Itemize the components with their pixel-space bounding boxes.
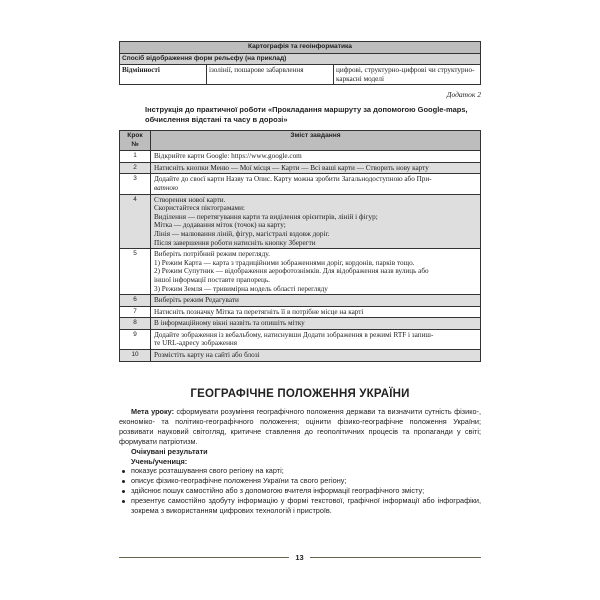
step-number: 10	[120, 350, 151, 362]
bullet-icon	[122, 480, 125, 483]
table-header-row	[120, 131, 481, 151]
results-title: Очікувані результати	[131, 446, 208, 456]
step-number: 8	[120, 318, 151, 330]
list-item	[119, 496, 481, 516]
table-subheader-row	[120, 53, 481, 65]
table-title: Картографія та геоінформатика	[120, 42, 481, 54]
results-subtitle: Учень/учениця:	[131, 456, 188, 466]
table-row	[120, 306, 481, 318]
bullet-icon	[122, 470, 125, 473]
column-header: Зміст завдання	[151, 131, 481, 151]
step-number: 1	[120, 151, 151, 163]
list-item-text: здійснює пошук самостійно або з допомогою вчителя інформації географічного змісту;	[131, 486, 425, 496]
step-content	[151, 350, 481, 362]
step-line: В інформаційному вікні назвіть та опишіть мітку	[154, 319, 305, 328]
footer-divider	[119, 557, 289, 558]
table-row	[120, 151, 481, 163]
step-line: Натисніть кнопки Меню — Мої місця — Карти — Всі ваші карти — Створить нову карту	[154, 163, 429, 172]
step-line: Виберіть режим Редагувати	[154, 296, 239, 305]
step-line: Виділення — перетягування карти та виділення орієнтирів, ліній і фігур;	[154, 212, 378, 221]
list-item-text: показує розташування свого регіону на карті;	[131, 466, 284, 476]
step-line: Натисніть позначку Мітка та перетягніть її в потрібне місце на карті	[154, 307, 364, 316]
step-number: 7	[120, 306, 151, 318]
step-number: 5	[120, 249, 151, 295]
step-line: Розмістіть карту на сайті або блозі	[154, 351, 260, 360]
list-item	[119, 476, 481, 486]
table-cell: ізолінії, пошарове забарвлення	[207, 65, 334, 85]
table-row	[120, 350, 481, 362]
step-line: 2) Режим Супутник — відображення аерофотознімків. Для відображення назв вулиць або	[154, 267, 429, 276]
step-content	[151, 295, 481, 307]
column-header: Крок №	[120, 131, 151, 151]
step-line: те URL-адресу зображення	[154, 339, 238, 348]
goal-text: сформувати розуміння географічного положення держави та визначити сутність фізико-, економіко- та політико-географічного положення; оцінити фізико-географічне положення України; розвивати науковий світогляд, критичне ставлення до геополітичних процесів та пропаганди у світі; формувати патріотизм.	[119, 407, 481, 446]
step-number: 4	[120, 194, 151, 249]
step-number: 6	[120, 295, 151, 307]
results-list	[119, 466, 481, 516]
goal-label: Мета уроку:	[131, 407, 175, 416]
step-line: Виберіть потрібний режим перегляду.	[154, 250, 270, 259]
bullet-icon	[122, 500, 125, 503]
step-line: Створення нової карти.	[154, 195, 226, 204]
step-line: Скористайтеся піктограмами:	[154, 204, 245, 213]
table-row	[120, 318, 481, 330]
row-label: Відмінності	[120, 65, 207, 85]
step-line: іншої інформації поставте прапорець.	[154, 275, 270, 284]
lesson-body	[119, 407, 481, 516]
table-row	[120, 174, 481, 194]
list-item-text: описує фізико-географічне положення України та свого регіону;	[131, 476, 347, 486]
step-content	[151, 194, 481, 249]
addendum-label: Додаток 2	[446, 90, 481, 99]
step-number: 9	[120, 329, 151, 349]
step-content	[151, 174, 481, 194]
step-content	[151, 249, 481, 295]
step-line: Додайте зображення із вебальбому, натиснувши Додати зображення в режимі RTF і запиш-	[154, 330, 434, 339]
bullet-icon	[122, 490, 125, 493]
relief-comparison-table	[119, 41, 481, 85]
step-line: Відкрийте карти Google: https://www.google.com	[154, 152, 302, 161]
instruction-heading: Інструкція до практичної роботи «Прокладання маршруту за допомогою Google-maps, обчислення відстані та часу в дорозі»	[145, 105, 468, 124]
step-content	[151, 151, 481, 163]
table-row	[120, 194, 481, 249]
page-number: 13	[295, 553, 304, 562]
step-number: 2	[120, 162, 151, 174]
lesson-goal	[119, 407, 481, 447]
table-header-row	[120, 42, 481, 54]
step-content	[151, 306, 481, 318]
table-row	[120, 329, 481, 349]
step-line: Додайте до своєї карти Назву та Опис. Карту можна зробити Загальнодоступною або При-	[154, 175, 432, 184]
table-row	[120, 249, 481, 295]
table-row	[120, 162, 481, 174]
table-row	[120, 65, 481, 85]
step-line: Мітка — додавання міток (точок) на карту;	[154, 221, 286, 230]
table-row	[120, 295, 481, 307]
list-item	[119, 486, 481, 496]
step-number: 3	[120, 174, 151, 194]
list-item	[119, 466, 481, 476]
step-content	[151, 329, 481, 349]
step-line: Лінія — малювання ліній, фігур, магістралі вздовж доріг.	[154, 229, 330, 238]
instruction-table	[119, 130, 481, 362]
list-item-text: презентує самостійно здобуту інформацію у формі текстової, графічної інформації або інфографіки, зокрема з використанням цифрових технологій і пристроїв.	[131, 496, 481, 516]
step-content	[151, 162, 481, 174]
lesson-title: ГЕОГРАФІЧНЕ ПОЛОЖЕННЯ УКРАЇНИ	[190, 388, 410, 400]
step-line: Після завершення роботи натисніть кнопку Зберегти	[154, 238, 316, 247]
step-line: 1) Режим Карта — карта з традиційними зображеннями доріг, кордонів, парків тощо.	[154, 258, 415, 267]
step-line: 3) Режим Земля — тривимірна модель області перегляду	[154, 284, 328, 293]
step-line: ватною	[154, 183, 179, 192]
footer-divider	[310, 557, 481, 558]
table-subtitle: Спосіб відображення форм рельєфу (на приклад)	[120, 53, 481, 65]
table-cell: цифрові, структурно-цифрові чи структурно-каркасні моделі	[334, 65, 481, 85]
step-content	[151, 318, 481, 330]
